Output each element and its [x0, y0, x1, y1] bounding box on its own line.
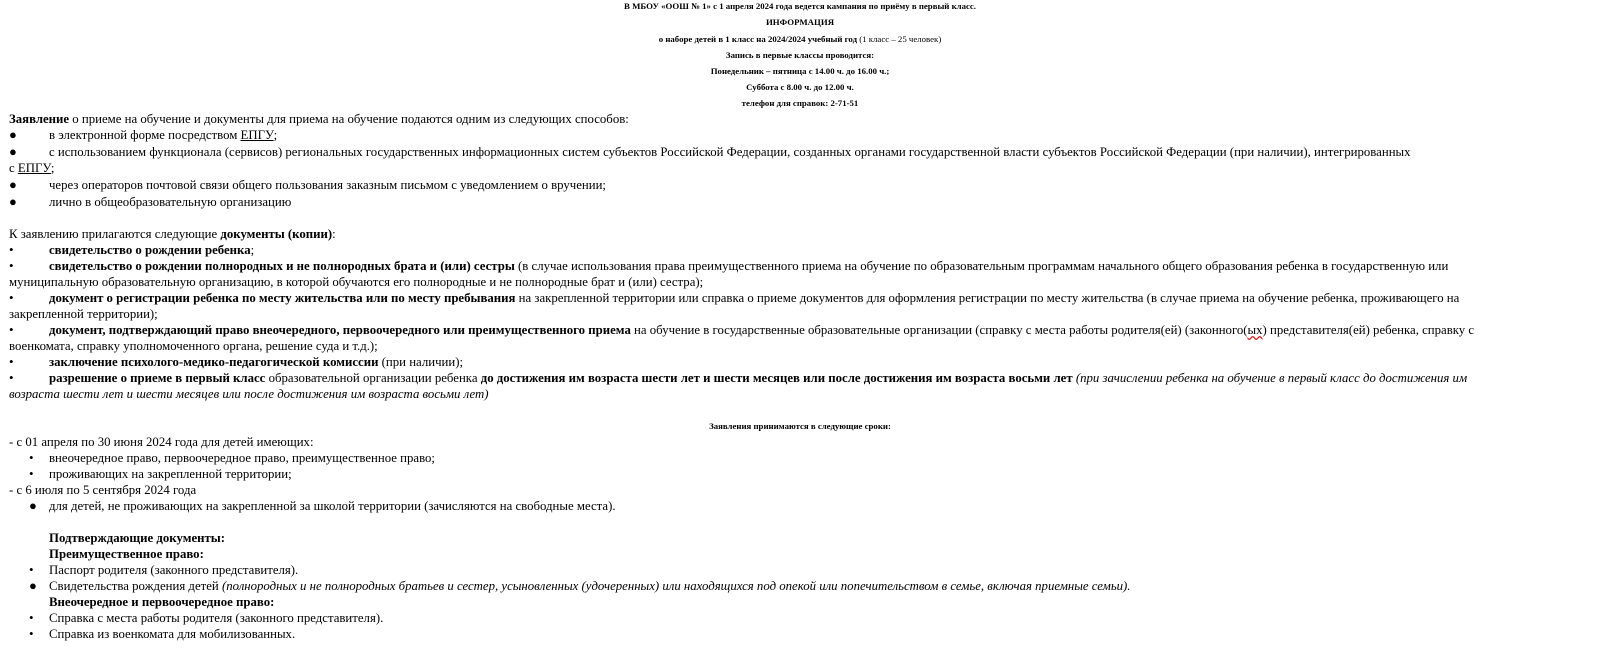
bullet-icon: • — [9, 258, 14, 273]
doc-age-permission — [49, 370, 1467, 386]
info-heading: ИНФОРМАЦИЯ — [765, 17, 835, 27]
bullet-icon: • — [9, 290, 14, 305]
documents-intro — [9, 226, 336, 242]
bullet-icon: • — [29, 466, 34, 481]
doc-age-permission-bold: разрешение о приеме в первый класс — [49, 371, 266, 385]
application-intro — [9, 111, 629, 127]
doc-age-permission-cont: возраста шести лет и шести месяцев или после достижения им возраста восьми лет) — [9, 387, 489, 401]
doc-priority-right-end: ) представителя(ей) ребенка, справку с — [1262, 323, 1475, 337]
pref-birth-certificates-note: (полнородных и не полнородных братьев и сестер, усыновленных (удочеренных) или находящихся под опекой или попечительством в семье, включая приемные семьи). — [221, 579, 1131, 593]
epgu-link[interactable]: ЕПГУ — [240, 128, 274, 142]
pref-birth-certificates-text: Свидетельства рождения детей — [49, 579, 222, 593]
bullet-icon: • — [29, 450, 34, 465]
epgu-link[interactable]: ЕПГУ — [17, 161, 51, 175]
phone-line: телефон для справок: 2-71-51 — [741, 98, 859, 108]
method-regional-cont — [9, 160, 54, 176]
bullet-icon: • — [9, 354, 14, 369]
bullet-icon: ● — [9, 194, 17, 209]
application-intro-bold: Заявление — [9, 112, 70, 126]
doc-registration — [49, 290, 1459, 306]
method-electronic-end: ; — [273, 128, 278, 142]
bullet-icon: ● — [9, 144, 17, 159]
enrollment-heading-count: (1 класс – 25 человек) — [857, 34, 942, 44]
period-1-item: внеочередное право, первоочередное право, преимущественное право; — [49, 451, 435, 465]
doc-priority-right-text: на обучение в государственные образовательные организации (справку с места работы родителя(ей) (законного( — [630, 323, 1248, 337]
priority-military: Справка из военкомата для мобилизованных. — [49, 627, 296, 641]
documents-intro-text: К заявлению прилагаются следующие — [9, 227, 221, 241]
doc-priority-right-bold: документ, подтверждающий право внеочередного, первоочередного или преимущественного приема — [49, 323, 631, 337]
bullet-icon: ● — [29, 498, 37, 513]
doc-birth-certificate-end: ; — [250, 243, 255, 257]
bullet-icon: • — [29, 562, 34, 577]
method-electronic-text: в электронной форме посредством — [49, 128, 241, 142]
enrollment-heading-bold: о наборе детей в 1 класс на 2024/2024 учебный год — [658, 34, 858, 44]
bullet-icon: ● — [9, 127, 17, 142]
doc-pmpk-bold: заключение психолого-медико-педагогической комиссии — [49, 355, 379, 369]
deadlines-title: Заявления принимаются в следующие сроки: — [709, 421, 891, 431]
doc-priority-right-cont: военкомата, справку уполномоченного органа, решение суда и т.д.); — [9, 339, 378, 353]
doc-registration-cont: закрепленной территории); — [9, 307, 158, 321]
campaign-heading: В МБОУ «ООШ № 1» с 1 апреля 2024 года ведется кампания по приёму в первый класс. — [624, 1, 976, 11]
registration-heading: Запись в первые классы проводится: — [725, 50, 875, 60]
method-post: через операторов почтовой связи общего пользования заказным письмом с уведомлением о вручении; — [49, 178, 606, 192]
method-regional: с использованием функционала (сервисов) региональных государственных информационных систем субъектов Российской Федерации, созданных органами государственной власти субъектов Российской Федерации (при наличии), интегрированных — [49, 145, 1411, 159]
doc-age-permission-note: (при зачислении ребенка на обучение в первый класс до достижения им — [1072, 371, 1468, 385]
pref-passport: Паспорт родителя (законного представителя). — [49, 563, 299, 577]
period-2: - с 6 июля по 5 сентября 2024 года — [9, 483, 197, 497]
period-2-item: для детей, не проживающих на закрепленной за школой территории (зачисляются на свободные места). — [49, 499, 616, 513]
doc-age-permission-age: до достижения им возраста шести лет и шести месяцев или после достижения им возраста восьми лет — [480, 371, 1073, 385]
period-1-item: проживающих на закрепленной территории; — [49, 467, 292, 481]
method-regional-cont-end: ; — [50, 161, 55, 175]
bullet-icon: ● — [29, 578, 37, 593]
enrollment-heading — [0, 31, 1600, 47]
documents-intro-end: : — [332, 227, 336, 241]
method-in-person: лично в общеобразовательную организацию — [49, 195, 292, 209]
doc-registration-text: на закрепленной территории или справка о приеме документов для оформления регистрации по месту жительства (в случае приема на обучение ребенка, проживающего на — [515, 291, 1460, 305]
bullet-icon: ● — [9, 177, 17, 192]
supporting-title: Подтверждающие документы: — [49, 531, 226, 545]
preferential-title: Преимущественное право: — [49, 547, 204, 561]
doc-priority-right-squiggle: ых — [1247, 323, 1263, 337]
documents-intro-bold: документы (копии) — [220, 227, 333, 241]
application-intro-text: о приеме на обучение и документы для приема на обучение подаются одним из следующих способов: — [69, 112, 629, 126]
bullet-icon: • — [9, 242, 14, 257]
doc-siblings-cont: муниципальную образовательную организацию, в которой обучаются его полнородные и не полнородные брат и (или) сестра); — [9, 275, 704, 289]
priority-workplace: Справка с места работы родителя (законного представителя). — [49, 611, 384, 625]
bullet-icon: • — [9, 370, 14, 385]
doc-registration-bold: документ о регистрации ребенка по месту жительства или по месту пребывания — [49, 291, 516, 305]
priority-title: Внеочередное и первоочередное право: — [49, 595, 275, 609]
doc-birth-certificate — [49, 242, 254, 258]
pref-birth-certificates — [49, 578, 1131, 594]
weekday-hours: Понедельник – пятница с 14.00 ч. до 16.00 ч.; — [710, 66, 890, 76]
method-regional-cont-text: с — [9, 161, 18, 175]
doc-siblings-text: (в случае использования права преимущественного приема на обучение по образовательным программам начального общего образования ребенка в государственную или — [514, 259, 1449, 273]
bullet-icon: • — [29, 610, 34, 625]
bullet-icon: • — [29, 626, 34, 641]
bullet-icon: • — [9, 322, 14, 337]
doc-siblings-bold: свидетельство о рождении полнородных и не полнородных брата и (или) сестры — [49, 259, 515, 273]
period-1: - с 01 апреля по 30 июня 2024 года для детей имеющих: — [9, 435, 314, 449]
saturday-hours: Суббота с 8.00 ч. до 12.00 ч. — [746, 82, 854, 92]
doc-priority-right — [49, 322, 1474, 338]
doc-pmpk-text: (при наличии); — [378, 355, 464, 369]
doc-age-permission-text: образовательной организации ребенка — [265, 371, 481, 385]
doc-pmpk — [49, 354, 463, 370]
method-electronic — [49, 127, 277, 143]
doc-siblings — [49, 258, 1448, 274]
doc-birth-certificate-bold: свидетельство о рождении ребенка — [49, 243, 251, 257]
